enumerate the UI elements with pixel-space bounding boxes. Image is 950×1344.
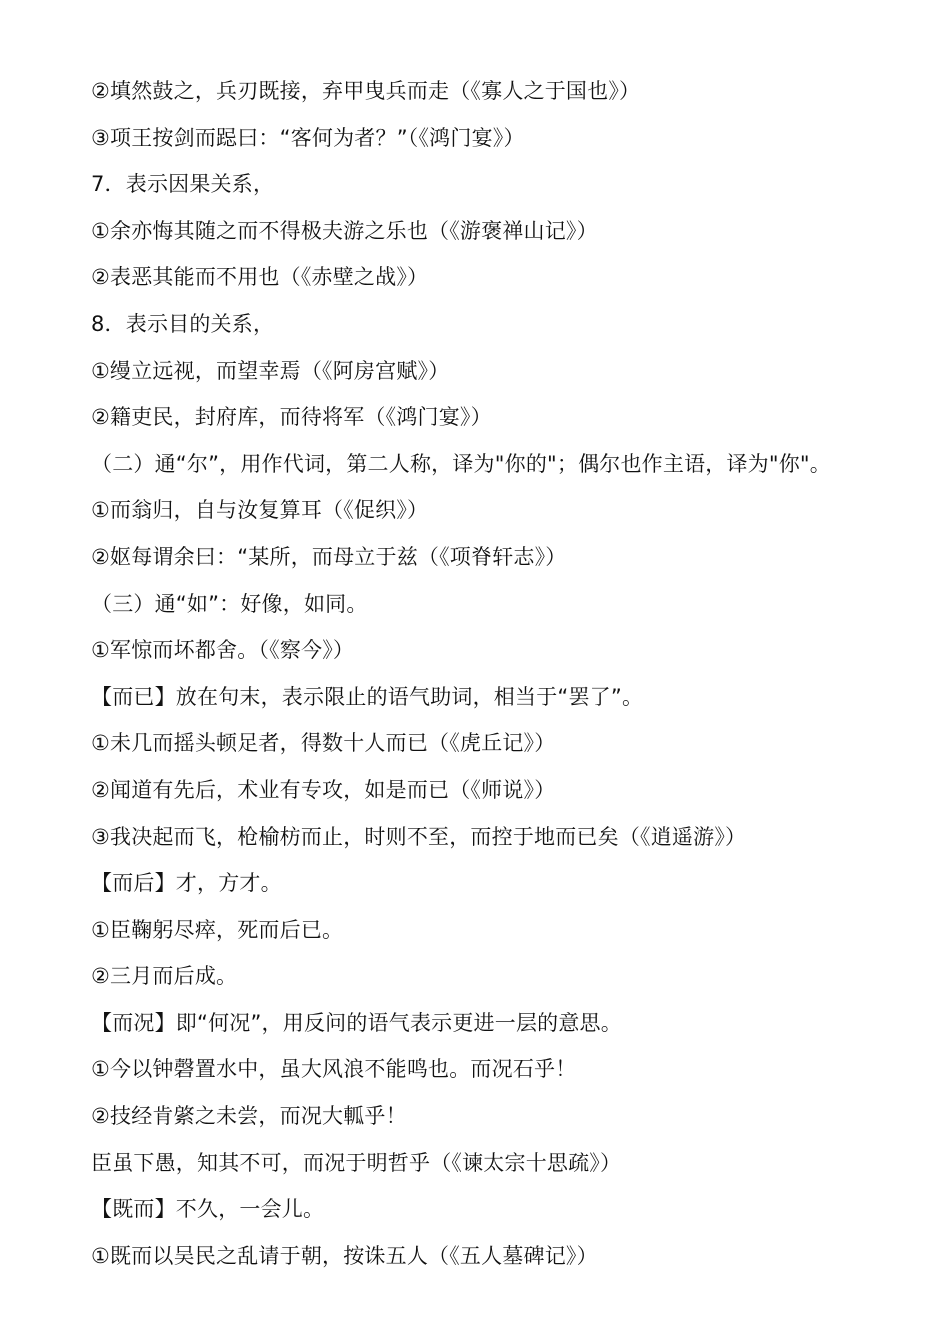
text-line: ②表恶其能而不用也（《赤壁之战》） bbox=[91, 265, 429, 290]
text-line: ②技经肯綮之未尝，而况大軱乎！ bbox=[91, 1104, 407, 1129]
text-line: ②三月而后成。 bbox=[91, 964, 238, 989]
text-line: ③项王按剑而跽曰：“客何为者？”（《鸿门宴》） bbox=[91, 125, 525, 150]
entry-heading: 【既而】不久，一会儿。 bbox=[91, 1197, 325, 1222]
text-line: ①今以钟磬置水中，虽大风浪不能鸣也。而况石乎！ bbox=[91, 1057, 577, 1082]
text-line: ③我决起而飞，枪榆枋而止，时则不至，而控于地而已矣（《逍遥游》） bbox=[91, 824, 747, 849]
text-line: ②闻道有先后，术业有专攻，如是而已（《师说》） bbox=[91, 777, 556, 802]
entry-heading: 【而已】放在句末，表示限止的语气助词，相当于“罢了”。 bbox=[91, 684, 644, 709]
text-line: ②籍吏民，封府库，而待将军（《鸿门宴》） bbox=[91, 405, 492, 430]
text-line: ①余亦悔其随之而不得极夫游之乐也（《游褒禅山记》） bbox=[91, 218, 598, 243]
text-line: ①缦立远视，而望幸焉（《阿房宫赋》） bbox=[91, 358, 450, 383]
entry-heading: 【而况】即“何况”，用反问的语气表示更进一层的意思。 bbox=[91, 1010, 622, 1035]
text-line: ①臣鞠躬尽瘁，死而后已。 bbox=[91, 917, 344, 942]
text-line: ②填然鼓之，兵刃既接，弃甲曳兵而走（《寡人之于国也》） bbox=[91, 79, 641, 103]
section-heading: （三）通“如”：好像，如同。 bbox=[91, 591, 368, 616]
text-line: ①未几而摇头顿足者，得数十人而已（《虎丘记》） bbox=[91, 731, 556, 756]
section-heading: （二）通“尔”，用作代词，第二人称，译为"你的"；偶尔也作主语，译为"你"。 bbox=[91, 451, 831, 476]
text-line: ①既而以吴民之乱请于朝，按诛五人（《五人墓碑记》） bbox=[91, 1243, 598, 1268]
entry-heading: 【而后】才，方才。 bbox=[91, 871, 282, 896]
text-line: ②妪每谓余曰：“某所，而母立于兹（《项脊轩志》） bbox=[91, 544, 567, 569]
section-heading: 8．表示目的关系， bbox=[91, 311, 275, 336]
text-line: ①而翁归，自与汝复算耳（《促织》） bbox=[91, 498, 429, 523]
document-body bbox=[91, 71, 941, 1282]
section-heading: 7．表示因果关系， bbox=[91, 172, 275, 197]
text-line: 臣虽下愚，知其不可，而况于明哲乎（《谏太宗十思疏》） bbox=[91, 1150, 622, 1175]
text-line: ①军惊而坏都舍。（《察今》） bbox=[91, 638, 355, 663]
